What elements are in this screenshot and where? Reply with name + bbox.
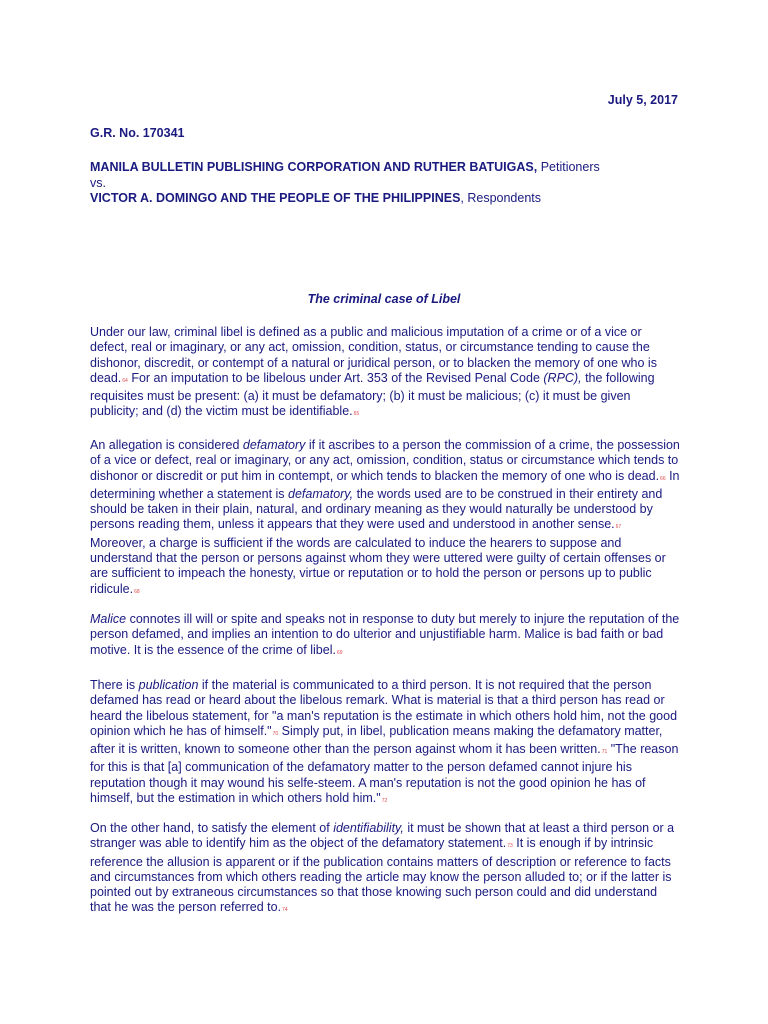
paragraph-text: "The reason for this is that [a] communication of the defamatory matter to the person defamed cannot injure his reputation though it may wound his selfe-steem. A man's reputation is not the good opinion he has of himself, but the estimation in which others hold him." <box>90 742 679 806</box>
paragraph-libel-definition <box>90 325 680 423</box>
footnote-link[interactable]: 66 <box>660 475 666 482</box>
footnote-link[interactable]: 70 <box>272 730 279 737</box>
emphasis-text: publication <box>138 678 199 692</box>
case-number: G.R. No. 170341 <box>90 126 185 140</box>
paragraph-malice <box>90 612 680 661</box>
respondents-label: , Respondents <box>460 191 542 205</box>
paragraph-text: if the material is communicated to a third person. It is not required that the person defamed has read or heard about the libelous remark. What is material is that a third person has read or heard the libelous statement, for "a man's reputation is the estimate in which others hold him, not the good opinion which he has of himself." <box>90 678 678 738</box>
section-heading: The criminal case of Libel <box>307 292 461 306</box>
footnote-link[interactable]: 74 <box>282 907 288 914</box>
paragraph-text: Simply put, in libel, publication means making the defamatory matter, after it is written, known to someone other than the person against whom it has been written. <box>90 723 663 757</box>
versus-label: vs. <box>90 175 106 190</box>
footnote-link[interactable]: 71 <box>601 749 608 756</box>
paragraph-text: There is <box>90 678 139 692</box>
petitioners-line <box>90 160 690 176</box>
paragraph-text: the words used are to be construed in their entirety and should be taken in their plain, natural, and ordinary meaning as they would naturally be understood by persons reading them, unless it appears that they were used and understood in another sense. <box>90 486 663 532</box>
footnote-link[interactable]: 65 <box>353 411 360 418</box>
paragraph-text: the following requisites must be present: (a) it must be defamatory; (b) it must be malicious; (c) it must be given publicity; and (d) the victim must be identifiable. <box>90 370 655 419</box>
paragraph-text: Moreover, a charge is sufficient if the words are calculated to induce the hearers to suppose and understand that the person or persons against whom they were uttered were guilty of certain offenses or are sufficient to impeach the honesty, virtue or reputation or to hold the person or persons up to public ridicule. <box>90 535 666 596</box>
case-parties <box>90 160 690 207</box>
footnote-link[interactable]: 69 <box>336 649 343 656</box>
paragraph-text: An allegation is considered <box>90 438 243 452</box>
paragraph-text: connotes ill will or spite and speaks not in response to duty but merely to injure the reputation of the person defamed, and implies an intention to do ulterior and unjustifiable harm. Malice is bad faith or bad motive. It is the essence of the crime of libel. <box>90 612 680 657</box>
respondents-line <box>90 191 690 207</box>
emphasis-text: (RPC), <box>543 370 582 385</box>
emphasis-text: Malice <box>90 612 127 626</box>
paragraph-text: Under our law, criminal libel is defined as a public and malicious imputation of a crime or of a vice or defect, real or imaginary, or any act, omission, condition, status, or circumstance tending to cause the dishonor, discredit, or contempt of a natural or juridical person, or to blacken the memory of one who is dead. <box>90 325 657 385</box>
footnote-link[interactable]: 64 <box>122 377 128 384</box>
paragraph-identifiability <box>90 821 680 919</box>
paragraph-text: On the other hand, to satisfy the element of <box>90 821 334 835</box>
paragraph-text: it must be shown that at least a third person or a stranger was able to identify him as the object of the defamatory statement. <box>90 821 675 851</box>
paragraph-text: It is enough if by intrinsic reference the allusion is apparent or if the publication contains matters of description or reference to facts and circumstances from which others reading the article may know the person alluded to; or if the latter is pointed out by extraneous circumstances so that those knowing such person could and did understand that he was the person referred to. <box>90 836 672 915</box>
footnote-link[interactable]: 67 <box>615 524 622 531</box>
paragraph-publication <box>90 678 680 809</box>
footnote-link[interactable]: 73 <box>507 843 513 850</box>
respondents-name: VICTOR A. DOMINGO AND THE PEOPLE OF THE PHILIPPINES <box>90 191 461 205</box>
document-date: July 5, 2017 <box>607 93 678 107</box>
emphasis-text: defamatory, <box>288 486 354 501</box>
paragraph-text: if it ascribes to a person the commission of a crime, the possession of a vice or defect, real or imaginary, or any act, omission, condition, status or circumstance which tends to dishonor or discredit or put him in contempt, or which tends to blacken the memory of one who is dead. <box>90 438 680 483</box>
petitioners-label: Petitioners <box>537 160 600 174</box>
emphasis-text: defamatory <box>242 438 306 452</box>
paragraph-text: In determining whether a statement is <box>90 468 680 501</box>
emphasis-text: identifiability, <box>333 821 404 835</box>
footnote-link[interactable]: 68 <box>134 588 140 595</box>
paragraph-defamatory <box>90 438 680 600</box>
petitioners-name: MANILA BULLETIN PUBLISHING CORPORATION AND RUTHER BATUIGAS, <box>90 160 538 174</box>
footnote-link[interactable]: 72 <box>381 798 388 805</box>
paragraph-text: For an imputation to be libelous under Art. 353 of the Revised Penal Code <box>127 370 544 385</box>
